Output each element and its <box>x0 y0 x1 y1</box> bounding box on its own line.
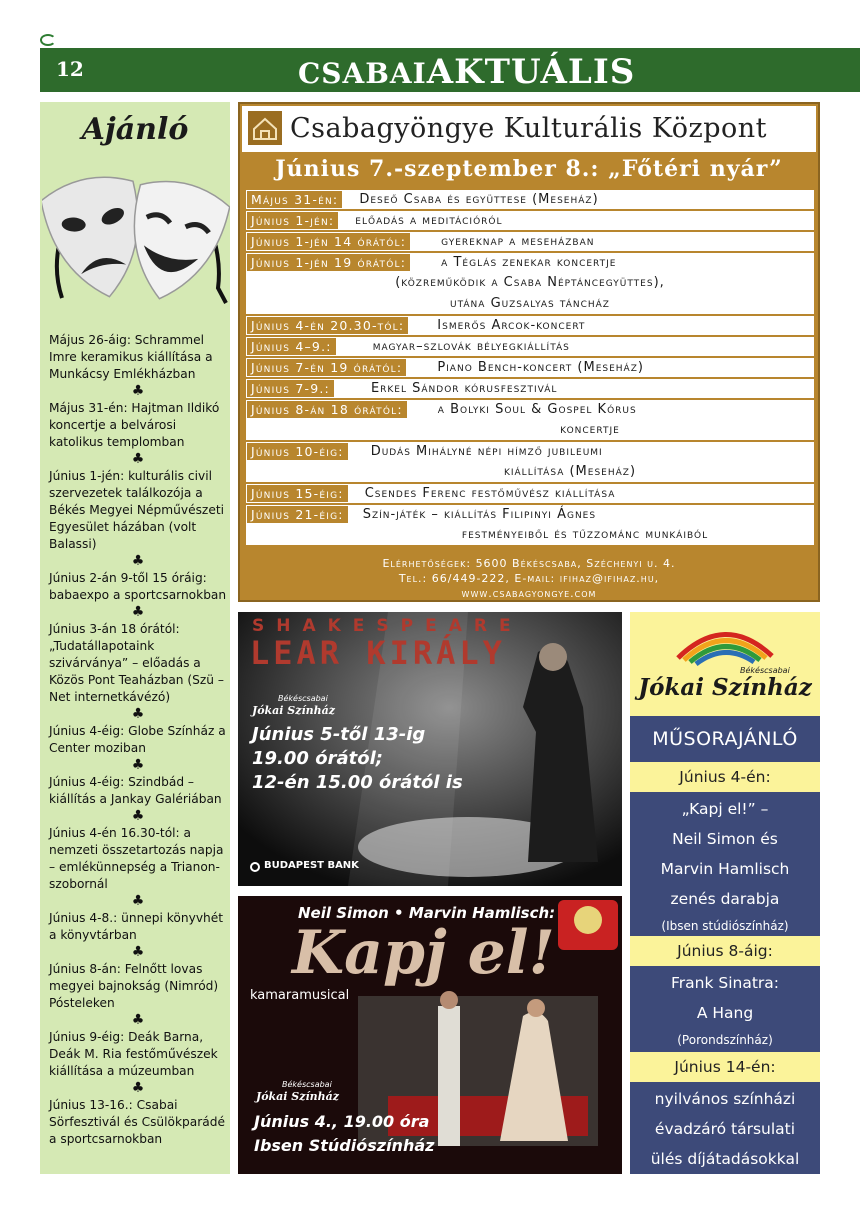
event-item: Június 3-án 18 órától: „Tudatállapotaink szivárványa” – előadás a Közös Pont Teaházban (Szü – Net internetkávézó) <box>49 622 224 704</box>
event-item: Június 4-8.: ünnepi könyvhét a könyvtárban <box>49 911 224 942</box>
program-row <box>246 190 814 209</box>
logo-theatre-name: Jókai Színház <box>638 674 812 701</box>
lear-king-poster <box>238 612 622 886</box>
lear-dates-line3: 12-én 15.00 órától is <box>252 772 463 793</box>
program-date: Június 4-én 20.30-tól: <box>246 316 409 335</box>
program-row <box>246 484 814 503</box>
recommendation-date: Június 14-én: <box>630 1052 820 1082</box>
lear-title: LEAR KIRÁLY <box>250 634 506 672</box>
recommendation-detail <box>630 792 820 936</box>
club-separator-icon: ♣ <box>131 1012 145 1028</box>
program-description: gyereknap a meseházban <box>411 232 814 251</box>
recommendation-date: Június 8-áig: <box>630 936 820 966</box>
recommendation-line: A Hang <box>696 1004 754 1022</box>
program-row <box>246 211 814 230</box>
swirl-ornament-icon <box>40 34 56 46</box>
magazine-title-big: AKTUÁLIS <box>426 52 636 92</box>
program-row <box>246 442 814 482</box>
program-description: Dudás Mihályné népi hímző jubileumi <box>349 442 814 461</box>
header-bar <box>40 48 860 92</box>
contact-phone-email: Tel.: 66/449-222, E-mail: ifihaz@ifihaz.hu, <box>398 572 660 585</box>
club-separator-icon: ♣ <box>131 808 145 824</box>
event-item: Június 4-éig: Szindbád – kiállítás a Jankay Galériában <box>49 775 222 806</box>
kapj-el-genre: kamaramusical <box>250 988 350 1003</box>
program-date: Június 10-éig: <box>246 442 349 461</box>
jokai-theatre-logo <box>630 612 820 716</box>
recommendation-line: ülés díjátadásokkal <box>650 1150 800 1168</box>
club-separator-icon: ♣ <box>131 553 145 569</box>
recommendation-detail <box>630 966 820 1052</box>
kapj-el-venue: Ibsen Stúdiószínház <box>254 1136 435 1155</box>
cultural-centre-title: Csabagyöngye Kulturális Központ <box>290 113 768 144</box>
magazine-title-small: CSABAI <box>298 57 427 90</box>
program-description: Piano Bench-koncert (Meseház) <box>407 358 814 377</box>
program-date: Június 15-éig: <box>246 484 349 503</box>
recommendation-venue: (Porondszínház) <box>677 1033 773 1047</box>
event-item: Május 26-áig: Schrammel Imre keramikus kiállítása a Munkácsy Emlékházban <box>49 333 213 381</box>
kapj-el-poster <box>238 896 622 1174</box>
contact-website-link[interactable]: www.csabagyongye.com <box>461 587 597 600</box>
event-item: Június 13-16.: Csabai Sörfesztivál és Csülökparádé a sportcsarnokban <box>49 1098 225 1146</box>
theatre-masks-icon <box>42 168 230 318</box>
recommendation-venue: (Ibsen stúdiószínház) <box>661 919 789 933</box>
program-date: Június 1-jén: <box>246 211 339 230</box>
program-date: Június 1-jén 14 órától: <box>246 232 411 251</box>
program-row <box>246 316 814 335</box>
program-description: Deseő Csaba és együttese (Meseház) <box>343 190 814 209</box>
program-date: Május 31-én: <box>246 190 343 209</box>
event-list <box>49 332 227 1148</box>
house-logo-icon <box>248 111 282 145</box>
logo-small-text: Békéscsabai <box>740 666 790 675</box>
cultural-centre-header <box>242 106 816 152</box>
event-item: Június 9-éig: Deák Barna, Deák M. Ria festőművészek kiállítása a múzeumban <box>49 1030 218 1078</box>
program-description: a Bolyki Soul & Gospel Kórus <box>408 400 814 419</box>
recommendation-line: Marvin Hamlisch <box>660 860 790 878</box>
lear-sponsor: BUDAPEST BANK <box>264 860 359 871</box>
lear-theatre-small: Békéscsabai <box>278 694 328 703</box>
club-separator-icon: ♣ <box>131 604 145 620</box>
page-number: 12 <box>56 57 84 81</box>
lear-dates-line1: Június 5-től 13-ig <box>252 724 426 745</box>
program-row <box>246 253 814 314</box>
event-item: Június 4-éig: Globe Színház a Center moziban <box>49 724 226 755</box>
event-item: Június 1-jén: kulturális civil szervezetek találkozója a Békés Megyei Népművészeti Egyesület házában (volt Balassi) <box>49 469 224 551</box>
contact-info <box>240 556 818 601</box>
summer-program-subtitle: Június 7.-szeptember 8.: „Főtéri nyár” <box>275 156 783 182</box>
program-row <box>246 379 814 398</box>
program-date: Június 1-jén 19 órától: <box>246 253 411 272</box>
program-description-continued: utána Guzsalyas táncház <box>246 293 814 314</box>
event-item: Június 4-én 16.30-tól: a nemzeti összetartozás napja – emlékünnepség a Trianon-szobornál <box>49 826 224 891</box>
program-description: Erkel Sándor kórusfesztivál <box>335 379 814 398</box>
contact-address: Elérhetőségek: 5600 Békéscsaba, Széchenyi u. 4. <box>382 557 676 570</box>
program-row <box>246 358 814 377</box>
kapj-el-theatre-small: Békéscsabai <box>282 1080 332 1089</box>
kapj-el-title: Kapj el! <box>292 918 555 988</box>
recommendation-column <box>40 102 230 1174</box>
recommendation-line: Frank Sinatra: <box>670 974 780 992</box>
program-description: Ismerős Arcok-koncert <box>409 316 814 335</box>
program-row <box>246 232 814 251</box>
club-separator-icon: ♣ <box>131 893 145 909</box>
kapj-el-authors: Neil Simon • Marvin Hamlisch: <box>298 904 556 922</box>
program-date: Június 4–9.: <box>246 337 337 356</box>
club-separator-icon: ♣ <box>131 1080 145 1096</box>
event-item: Június 8-án: Felnőtt lovas megyei bajnokság (Nimród) Pósteleken <box>49 962 219 1010</box>
theatre-logo-icon <box>630 618 820 668</box>
club-separator-icon: ♣ <box>131 706 145 722</box>
program-list <box>246 190 814 547</box>
recommendation-line: évadzáró társulati <box>654 1120 796 1138</box>
recommendation-title: Ajánló <box>81 112 189 147</box>
program-description-continued: koncertje <box>246 419 814 440</box>
program-description: magyar–szlovák bélyegkiállítás <box>337 337 814 356</box>
program-description: Szín-játék – kiállítás Filipinyi Ágnes <box>349 505 814 524</box>
program-date: Június 7-9.: <box>246 379 335 398</box>
program-date: Június 21-éig: <box>246 505 349 524</box>
magazine-title <box>298 52 635 92</box>
program-description-continued: festményeiből és tűzzománc munkáiból <box>246 524 814 545</box>
program-row <box>246 337 814 356</box>
program-row <box>246 400 814 440</box>
cultural-centre-box <box>238 102 820 602</box>
program-row <box>246 505 814 545</box>
kapj-el-theatre-name: Jókai Színház <box>256 1090 340 1103</box>
lear-dates-line2: 19.00 órától; <box>252 748 383 769</box>
program-recommendation-box <box>630 612 820 1174</box>
lear-theatre-name: Jókai Színház <box>252 704 336 717</box>
program-description: előadás a meditációról <box>339 211 814 230</box>
budapest-bank-logo-icon <box>250 862 260 872</box>
program-description-continued: (közreműködik a Csaba Néptáncegyüttes), <box>246 272 814 293</box>
club-separator-icon: ♣ <box>131 451 145 467</box>
club-separator-icon: ♣ <box>131 757 145 773</box>
event-item: Május 31-én: Hajtman Ildikó koncertje a belvárosi katolikus templomban <box>49 401 220 449</box>
recommendation-detail <box>630 1082 820 1174</box>
club-separator-icon: ♣ <box>131 944 145 960</box>
event-item: Június 2-án 9-től 15 óráig: babaexpo a sportcsarnokban <box>49 571 227 602</box>
recommendation-line: Neil Simon és <box>672 830 778 848</box>
program-date: Június 7-én 19 órától: <box>246 358 407 377</box>
recommendation-line: „Kapj el!” – <box>681 800 769 818</box>
kapj-el-date: Június 4., 19.00 óra <box>254 1112 430 1131</box>
recommendation-line: zenés darabja <box>670 890 780 908</box>
program-description: a Téglás zenekar koncertje <box>411 253 814 272</box>
program-description: Csendes Ferenc festőművész kiállítása <box>349 484 814 503</box>
program-date: Június 8-án 18 órától: <box>246 400 408 419</box>
recommendation-line: nyilvános színházi <box>654 1090 796 1108</box>
lear-shakespeare-label: SHAKESPEARE <box>252 616 523 636</box>
recommendation-date: Június 4-én: <box>630 762 820 792</box>
program-recommendation-title: MŰSORAJÁNLÓ <box>630 716 820 762</box>
club-separator-icon: ♣ <box>131 383 145 399</box>
program-description-continued: kiállítása (Meseház) <box>246 461 814 482</box>
